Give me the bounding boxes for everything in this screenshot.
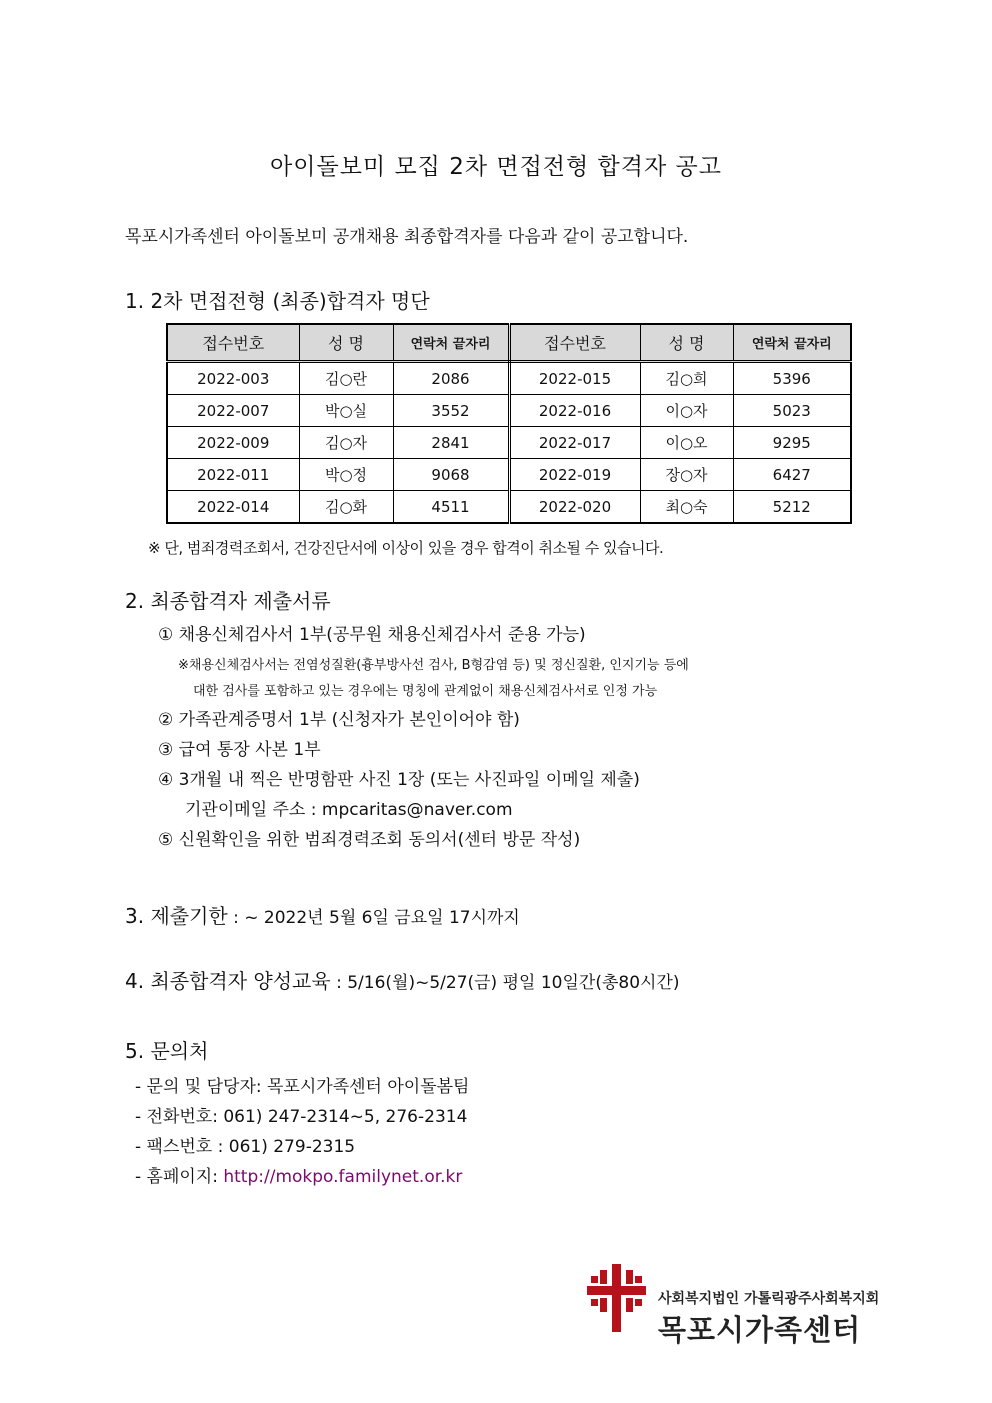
section3-heading: 3. 제출기한 bbox=[125, 904, 228, 928]
header-name: 성 명 bbox=[640, 324, 733, 362]
table-row bbox=[167, 459, 851, 491]
table-note: ※ 단, 범죄경력조회서, 건강진단서에 이상이 있을 경우 합격이 취소될 수 있습니다. bbox=[148, 539, 664, 557]
cell-phone-suffix: 5396 bbox=[733, 362, 851, 395]
cell-phone-suffix: 2841 bbox=[393, 427, 509, 459]
cell-phone-suffix: 5212 bbox=[733, 491, 851, 524]
roster-table bbox=[166, 323, 852, 524]
document-item-2: ② 가족관계증명서 1부 (신청자가 본인이어야 함) bbox=[158, 710, 520, 730]
cell-reg-no: 2022-003 bbox=[167, 362, 299, 395]
section5-heading: 5. 문의처 bbox=[125, 1039, 209, 1063]
deadline-value: : ~ 2022년 5월 6일 금요일 17시까지 bbox=[227, 908, 520, 928]
table-row bbox=[167, 362, 851, 395]
cell-reg-no: 2022-019 bbox=[509, 459, 640, 491]
agency-email-line: 기관이메일 주소 : mpcaritas@naver.com bbox=[185, 800, 513, 820]
cell-phone-suffix: 3552 bbox=[393, 395, 509, 427]
cell-name: 김○화 bbox=[299, 491, 393, 524]
cell-reg-no: 2022-016 bbox=[509, 395, 640, 427]
contact-person: - 문의 및 담당자: 목포시가족센터 아이돌봄팀 bbox=[135, 1077, 470, 1097]
table-row bbox=[167, 427, 851, 459]
cell-reg-no: 2022-015 bbox=[509, 362, 640, 395]
organization-logo bbox=[586, 1262, 886, 1347]
cell-name: 이○오 bbox=[640, 427, 733, 459]
cell-name: 장○자 bbox=[640, 459, 733, 491]
cell-phone-suffix: 4511 bbox=[393, 491, 509, 524]
training-value: : 5/16(월)~5/27(금) 평일 10일간(총80시간) bbox=[330, 973, 680, 993]
cell-phone-suffix: 6427 bbox=[733, 459, 851, 491]
document-item-4: ④ 3개월 내 찍은 반명함판 사진 1장 (또는 사진파일 이메일 제출) bbox=[158, 770, 640, 790]
homepage-link[interactable]: http://mokpo.familynet.or.kr bbox=[223, 1167, 463, 1187]
cell-name: 박○실 bbox=[299, 395, 393, 427]
table-row bbox=[167, 491, 851, 524]
contact-fax: - 팩스번호 : 061) 279-2315 bbox=[135, 1137, 356, 1157]
cell-reg-no: 2022-017 bbox=[509, 427, 640, 459]
cell-name: 박○정 bbox=[299, 459, 393, 491]
cell-reg-no: 2022-020 bbox=[509, 491, 640, 524]
cell-phone-suffix: 9068 bbox=[393, 459, 509, 491]
header-phone-suffix: 연락처 끝자리 bbox=[733, 324, 851, 362]
section4-heading: 4. 최종합격자 양성교육 bbox=[125, 969, 331, 993]
contact-phone: - 전화번호: 061) 247-2314~5, 276-2314 bbox=[135, 1107, 468, 1127]
cell-phone-suffix: 5023 bbox=[733, 395, 851, 427]
document-item-5: ⑤ 신원확인을 위한 범죄경력조회 동의서(센터 방문 작성) bbox=[158, 830, 581, 850]
header-reg-no: 접수번호 bbox=[509, 324, 640, 362]
document-item-1-note-cont: 대한 검사를 포함하고 있는 경우에는 명칭에 관계없이 채용신체검사서로 인정 가능 bbox=[193, 684, 658, 699]
cell-name: 이○자 bbox=[640, 395, 733, 427]
header-phone-suffix: 연락처 끝자리 bbox=[393, 324, 509, 362]
cell-phone-suffix: 2086 bbox=[393, 362, 509, 395]
logo-org-line: 사회복지법인 가톨릭광주사회복지회 bbox=[658, 1291, 880, 1307]
cell-reg-no: 2022-011 bbox=[167, 459, 299, 491]
cell-name: 김○란 bbox=[299, 362, 393, 395]
cell-reg-no: 2022-009 bbox=[167, 427, 299, 459]
cell-reg-no: 2022-007 bbox=[167, 395, 299, 427]
cell-phone-suffix: 9295 bbox=[733, 427, 851, 459]
header-name: 성 명 bbox=[299, 324, 393, 362]
page-title: 아이돌보미 모집 2차 면접전형 합격자 공고 bbox=[270, 154, 722, 180]
cell-reg-no: 2022-014 bbox=[167, 491, 299, 524]
document-item-1: ① 채용신체검사서 1부(공무원 채용신체검사서 준용 가능) bbox=[158, 625, 586, 645]
section2-heading: 2. 최종합격자 제출서류 bbox=[125, 589, 331, 613]
cell-name: 김○희 bbox=[640, 362, 733, 395]
header-reg-no: 접수번호 bbox=[167, 324, 299, 362]
contact-homepage bbox=[135, 1162, 462, 1187]
intro-text: 목포시가족센터 아이돌보미 공개채용 최종합격자를 다음과 같이 공고합니다. bbox=[125, 227, 689, 247]
section4-line bbox=[125, 965, 679, 994]
section1-heading: 1. 2차 면접전형 (최종)합격자 명단 bbox=[125, 289, 430, 313]
cell-name: 김○자 bbox=[299, 427, 393, 459]
homepage-label: - 홈페이지: bbox=[135, 1167, 224, 1187]
table-row bbox=[167, 395, 851, 427]
section3-line bbox=[125, 900, 520, 929]
document-item-3: ③ 급여 통장 사본 1부 bbox=[158, 740, 321, 760]
document-item-1-note: ※채용신체검사서는 전염성질환(흉부방사선 검사, B형감염 등) 및 정신질환, 인지기능 등에 bbox=[178, 658, 689, 673]
logo-name: 목포시가족센터 bbox=[658, 1313, 862, 1347]
cell-name: 최○숙 bbox=[640, 491, 733, 524]
table-header-row bbox=[167, 324, 851, 362]
